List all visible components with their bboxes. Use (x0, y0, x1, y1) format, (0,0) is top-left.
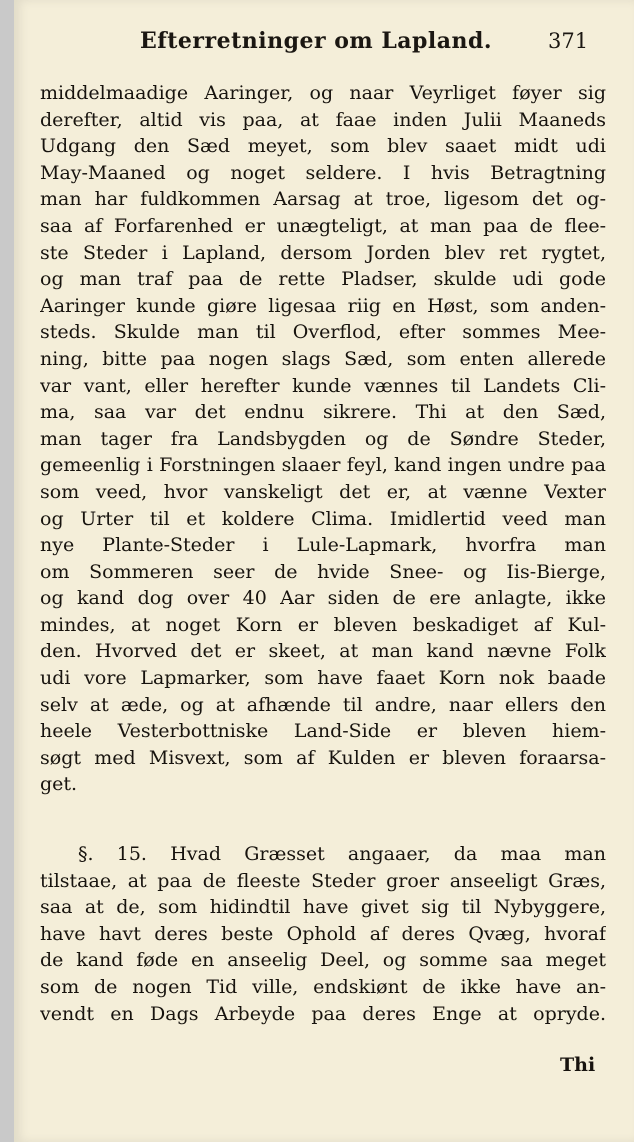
paragraph-gap (40, 798, 606, 841)
text-line: selv at æde, og at afhænde til andre, naar ellers den (40, 693, 606, 716)
text-line: have havt deres beste Ophold af deres Qvæg, hvoraf (40, 922, 606, 945)
text-line: man tager fra Landsbygden og de Søndre Steder, (40, 427, 606, 450)
text-line: heele Vesterbottniske Land-Side er bleven hiem- (40, 720, 606, 743)
text-line: tilstaae, at paa de fleeste Steder groer anseeligt Græs, (40, 869, 606, 892)
page-header (14, 20, 634, 60)
text-line: søgt med Misvext, som af Kulden er bleven foraarsa- (40, 746, 606, 769)
text-line: vendt en Dags Arbeyde paa deres Enge at opryde. (40, 1002, 606, 1025)
text-line: ste Steder i Lapland, dersom Jorden blev ret rygtet, (40, 241, 606, 264)
text-line: var vant, eller herefter kunde vænnes til Landets Cli- (40, 374, 606, 397)
text-line: og kand dog over 40 Aar siden de ere anlagte, ikke (40, 587, 606, 610)
page-number: 371 (548, 29, 589, 53)
text-line: nye Plante-Steder i Lule-Lapmark, hvorfra man (40, 534, 606, 557)
catchword: Thi (560, 1054, 596, 1076)
text-line: saa at de, som hidindtil have givet sig til Nybyggere, (40, 896, 606, 919)
text-line: udi vore Lapmarker, som have faaet Korn nok baade (40, 667, 606, 690)
text-line: som de nogen Tid ville, endskiønt de ikke have an- (40, 976, 606, 998)
text-line: steds. Skulde man til Overflod, efter sommes Mee- (40, 321, 606, 344)
running-title: Efterretninger om Lapland. (140, 28, 493, 54)
text-line: om Sommeren seer de hvide Snee- og Iis-Bierge, (40, 560, 606, 583)
text-line: May-Maaned og noget seldere. I hvis Betragtning (40, 161, 606, 184)
text-line: Aaringer kunde giøre ligesaa riig en Høst, som anden- (40, 294, 606, 317)
text-line: mindes, at noget Korn er bleven beskadiget af Kul- (40, 613, 606, 636)
text-line: man har fuldkommen Aarsag at troe, ligesom det og- (40, 188, 606, 211)
text-line: §. 15. Hvad Græsset angaaer, da maa man (78, 843, 606, 866)
paragraph-2 (40, 841, 606, 1027)
text-line: saa af Forfarenhed er unægteligt, at man paa de flee- (40, 214, 606, 237)
text-line: middelmaadige Aaringer, og naar Veyrliget føyer sig (40, 82, 606, 104)
text-line: den. Hvorved det er skeet, at man kand nævne Folk (40, 640, 606, 663)
text-line: gemeenlig i Forstningen slaaer feyl, kand ingen undre paa (40, 454, 606, 477)
text-line: de kand føde en anseelig Deel, og somme saa meget (40, 949, 606, 972)
text-line: ning, bitte paa nogen slags Sæd, som enten allerede (40, 347, 606, 370)
text-line: og Urter til et koldere Clima. Imidlertid veed man (40, 507, 606, 530)
text-line: get. (40, 773, 78, 796)
text-line: ma, saa var det endnu sikrere. Thi at den Sæd, (40, 401, 606, 424)
paragraph-1 (40, 80, 606, 798)
text-line: Udgang den Sæd meyet, som blev saaet midt udi (40, 135, 606, 158)
text-line: som veed, hvor vanskeligt det er, at vænne Vexter (40, 480, 606, 503)
document-page (14, 0, 634, 1142)
text-line: derefter, altid vis paa, at faae inden Julii Maaneds (40, 108, 606, 131)
text-line: og man traf paa de rette Pladser, skulde udi gode (40, 268, 606, 291)
body-text (40, 80, 606, 1027)
